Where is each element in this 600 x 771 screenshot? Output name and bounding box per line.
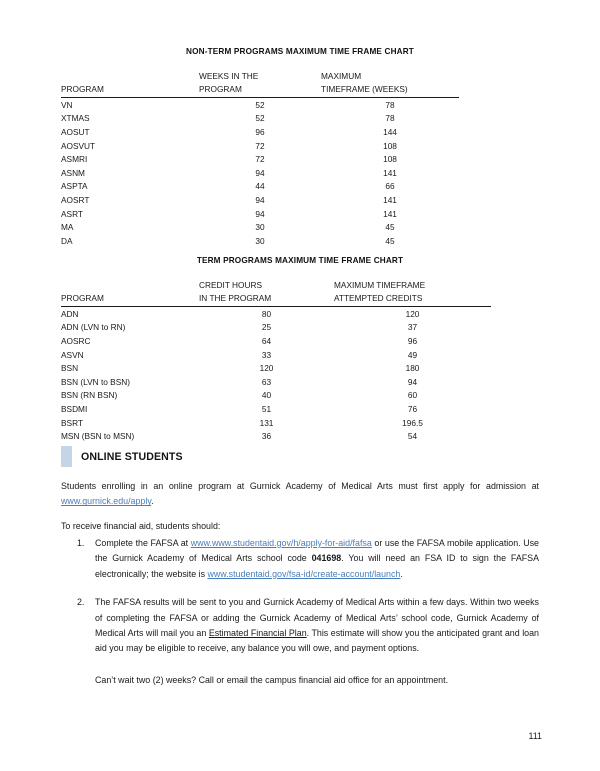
cell-program: AOSVUT: [61, 140, 96, 151]
table-row: [61, 349, 491, 363]
online-students-heading: [61, 446, 183, 467]
table-row: [61, 97, 459, 112]
cell-col3: 196.5: [402, 417, 423, 428]
cell-col2: 30: [255, 235, 265, 246]
header-blank-2: [61, 279, 199, 292]
cell-col2: 52: [255, 99, 265, 110]
header-attempted-credits: ATTEMPTED CREDITS: [334, 292, 491, 306]
cell-col3: 66: [385, 181, 395, 192]
table-row: [61, 167, 459, 181]
step2-seg1: The FAFSA results will be sent to you and Gurnick Academy of Medical Arts within a few days. Within two weeks of completing the FAFSA or adding the Gurnick Academy of Medical Arts’ school code, Gurnick Academy of Medical Arts will mail you an: [95, 597, 539, 639]
estimated-financial-plan-term: Estimated Financial Plan: [208, 628, 307, 639]
list-item: [61, 595, 539, 657]
cell-col2: 51: [261, 403, 272, 414]
cell-program: VN: [61, 99, 73, 110]
header-max-line1: MAXIMUM: [321, 71, 362, 81]
table-row: [61, 221, 459, 235]
list-item-number: 2.: [77, 597, 85, 608]
table-header-row-line1: [61, 279, 491, 292]
nonterm-programs-table: [61, 70, 459, 248]
term-table-head: [61, 279, 491, 306]
cell-col2: 94: [255, 194, 265, 205]
cell-program: BSN (LVN to BSN): [61, 376, 131, 387]
cell-col2: 44: [255, 181, 265, 192]
cell-program: BSN (RN BSN): [61, 390, 118, 401]
cell-col2: 64: [261, 336, 272, 346]
cell-program: ADN: [61, 308, 79, 319]
header-blank-1: [61, 70, 199, 83]
cell-col2: 72: [255, 140, 265, 151]
cell-col2: 131: [259, 417, 274, 428]
cell-program: MSN (BSN to MSN): [61, 431, 135, 442]
cell-col3: 120: [405, 308, 420, 319]
table-row: [61, 112, 459, 126]
cell-program: ASRT: [61, 208, 83, 219]
cell-program: ASVN: [61, 349, 84, 360]
cell-col3: 78: [385, 99, 395, 110]
table-row: [61, 430, 491, 444]
cell-col3: 54: [407, 431, 418, 442]
cell-col2: 72: [255, 154, 265, 165]
heading-accent-swatch: [61, 446, 72, 467]
table-row: [61, 140, 459, 154]
gurnick-apply-link[interactable]: www.gurnick.edu/apply: [61, 496, 152, 507]
header-in-the-program: IN THE PROGRAM: [199, 292, 334, 306]
cell-col3: 45: [385, 235, 395, 246]
cell-col3: 141: [383, 167, 397, 178]
header-max-timeframe: MAXIMUM TIMEFRAME: [334, 280, 426, 290]
cell-col2: 63: [261, 376, 272, 387]
cell-col2: 94: [255, 167, 265, 178]
heading-label: ONLINE STUDENTS: [81, 450, 183, 463]
step1-seg4: .: [400, 568, 403, 579]
table-row: [61, 180, 459, 194]
cell-program: XTMAS: [61, 113, 90, 124]
cell-program: BSN: [61, 363, 79, 374]
list-item-number: 1.: [77, 538, 85, 548]
cell-col3: 180: [405, 363, 420, 374]
cell-col2: 30: [255, 222, 265, 233]
table-row: [61, 306, 491, 321]
receive-aid-line: To receive financial aid, students should:: [61, 521, 221, 531]
header-weeks-line1: WEEKS IN THE: [199, 71, 259, 81]
cell-col2: 94: [255, 208, 265, 219]
intro-text-after: .: [151, 496, 154, 507]
cell-col2: 120: [259, 363, 274, 374]
cell-col3: 45: [385, 222, 395, 233]
cell-program: ASMRI: [61, 154, 88, 165]
list-item: [61, 536, 539, 582]
table-header-row-line1: [61, 70, 459, 83]
page-number: 111: [528, 731, 542, 741]
table-row: [61, 208, 459, 222]
cell-program: AOSUT: [61, 127, 90, 137]
cell-col2: 25: [261, 322, 272, 333]
table-row: [61, 194, 459, 208]
fsa-id-link[interactable]: www.studentaid.gov/fsa-id/create-account/launch: [207, 568, 401, 579]
cell-col3: 108: [383, 140, 397, 151]
cell-col3: 37: [407, 322, 418, 333]
term-programs-table: [61, 279, 491, 444]
nonterm-chart-title: NON-TERM PROGRAMS MAXIMUM TIME FRAME CHART: [186, 47, 414, 56]
step1-seg1: Complete the FAFSA at: [95, 538, 191, 548]
header-credit-hours: CREDIT HOURS: [199, 280, 263, 290]
school-code: 041698: [311, 553, 342, 564]
cell-program: BSDMI: [61, 403, 88, 414]
cell-col3: 60: [407, 390, 418, 401]
table-header-row-line2: [61, 83, 459, 97]
cell-col3: 94: [407, 376, 418, 387]
step2-seg2: . This estimate will show you the anticipated grant and loan aid you may be eligible to receive, any balance you will owe, and payment options.: [95, 628, 539, 654]
table-row: [61, 403, 491, 417]
cell-program: ASPTA: [61, 181, 88, 192]
cell-col3: 96: [407, 336, 418, 346]
table-row: [61, 321, 491, 335]
cell-program: AOSRC: [61, 336, 91, 346]
cell-col2: 52: [255, 113, 265, 124]
cell-col3: 108: [383, 154, 397, 165]
cell-col2: 40: [261, 390, 272, 401]
intro-paragraph: [61, 479, 539, 510]
table-row: [61, 362, 491, 376]
closing-paragraph: Can’t wait two (2) weeks? Call or email the campus financial aid office for an appointment.: [95, 675, 449, 685]
cell-program: BSRT: [61, 417, 83, 428]
term-chart-title: TERM PROGRAMS MAXIMUM TIME FRAME CHART: [196, 256, 404, 265]
header-program: PROGRAM: [61, 292, 199, 306]
table-row: [61, 235, 459, 249]
cell-program: ADN (LVN to RN): [61, 322, 126, 333]
table-row: [61, 417, 491, 431]
intro-text-before: Students enrolling in an online program at Gurnick Academy of Medical Arts must first apply for admission at: [61, 481, 539, 491]
cell-col2: 96: [255, 127, 265, 137]
step1-seg2: or use the FAFSA mobile application. Use the Gurnick Academy of Medical Arts school code: [95, 538, 539, 564]
step1-seg3: . You will need an FSA ID to sign the FAFSA electronically; the website is: [95, 553, 539, 579]
header-weeks-program: PROGRAM: [199, 83, 321, 97]
cell-col2: 36: [261, 431, 272, 442]
cell-col3: 141: [383, 194, 397, 205]
cell-program: ASNM: [61, 167, 85, 178]
table-row: [61, 376, 491, 390]
financial-aid-steps-list: [61, 536, 539, 657]
cell-col3: 141: [383, 208, 397, 219]
table-header-row-line2: [61, 292, 491, 306]
table-row: [61, 126, 459, 140]
cell-col3: 144: [383, 127, 397, 137]
cell-program: DA: [61, 235, 73, 246]
cell-program: AOSRT: [61, 194, 90, 205]
nonterm-table-body: [61, 97, 459, 248]
cell-col2: 33: [261, 349, 272, 360]
cell-col3: 76: [407, 403, 418, 414]
cell-col2: 80: [261, 308, 272, 319]
fafsa-apply-link[interactable]: www.www.studentaid.gov/h/apply-for-aid/fafsa: [190, 538, 372, 548]
table-row: [61, 389, 491, 403]
cell-col3: 49: [407, 349, 418, 360]
table-row: [61, 335, 491, 349]
table-row: [61, 153, 459, 167]
header-program: PROGRAM: [61, 83, 199, 97]
header-timeframe-weeks: TIMEFRAME (WEEKS): [321, 83, 459, 97]
nonterm-table-head: [61, 70, 459, 97]
cell-program: MA: [61, 222, 74, 233]
cell-col3: 78: [385, 113, 395, 124]
term-table-body: [61, 306, 491, 443]
